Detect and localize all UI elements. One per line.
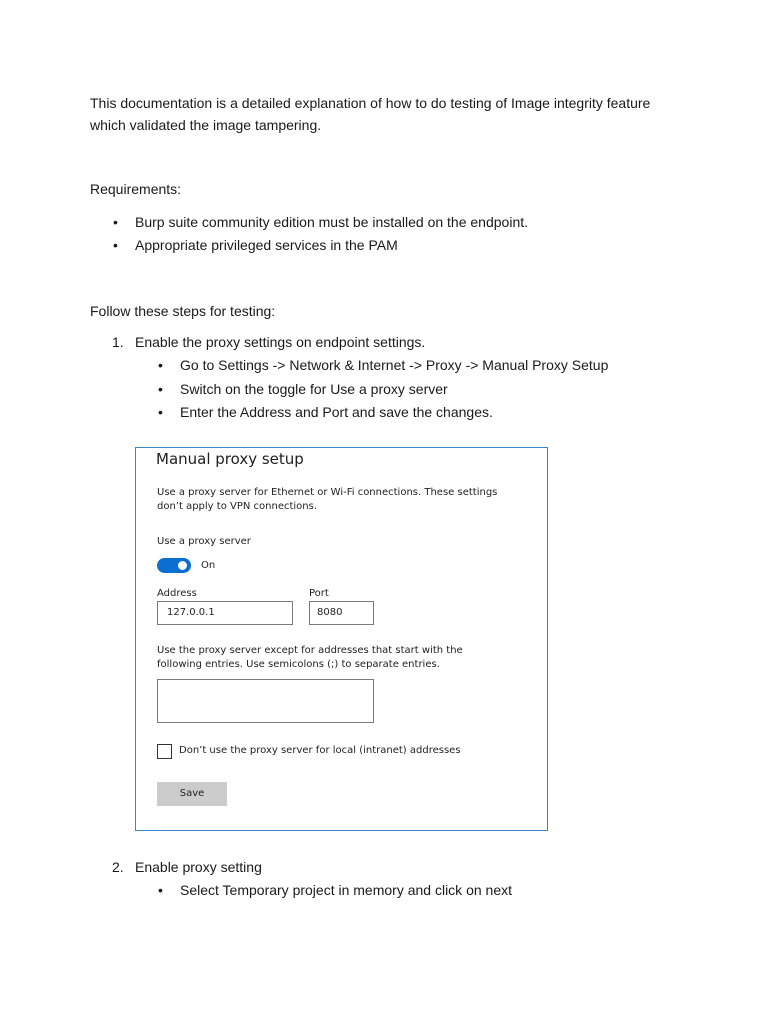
step-1: [112, 331, 426, 353]
local-addresses-checkbox[interactable]: [157, 744, 172, 759]
step-text: Enable proxy setting: [135, 859, 262, 875]
address-label: Address: [157, 588, 197, 599]
use-proxy-label: Use a proxy server: [157, 536, 251, 547]
requirement-item: • Appropriate privileged services in the PAM: [135, 234, 398, 256]
step-number: 2.: [112, 859, 124, 875]
address-input[interactable]: 127.0.0.1: [157, 601, 293, 625]
step-bullet: • Go to Settings -> Network & Internet -> Proxy -> Manual Proxy Setup: [180, 354, 608, 376]
step-2: [112, 856, 262, 878]
manual-proxy-setup-screenshot: [135, 447, 548, 831]
step-bullet: • Select Temporary project in memory and click on next: [180, 879, 512, 901]
exceptions-textarea[interactable]: [157, 679, 374, 723]
step-bullet: • Enter the Address and Port and save the changes.: [180, 401, 493, 423]
toggle-knob: [178, 561, 187, 570]
toggle-state-label: On: [201, 560, 216, 571]
port-label: Port: [309, 588, 329, 599]
dialog-description: Use a proxy server for Ethernet or Wi-Fi connections. These settings don’t apply to VPN connections.: [157, 487, 498, 512]
steps-heading: Follow these steps for testing:: [90, 303, 276, 319]
port-input[interactable]: 8080: [309, 601, 374, 625]
step-text: Enable the proxy settings on endpoint settings.: [135, 334, 426, 350]
use-proxy-toggle[interactable]: [157, 558, 191, 573]
save-button[interactable]: Save: [157, 782, 227, 806]
exceptions-description: Use the proxy server except for addresses that start with the following entries. Use semicolons (;) to separate entries.: [157, 645, 463, 670]
step-number: 1.: [112, 334, 124, 350]
intro-paragraph: This documentation is a detailed explanation of how to do testing of Image integrity feature which validated the image tampering.: [90, 95, 651, 133]
step-bullet: • Switch on the toggle for Use a proxy server: [180, 378, 448, 400]
local-addresses-label: Don’t use the proxy server for local (intranet) addresses: [179, 745, 461, 756]
requirement-item: • Burp suite community edition must be installed on the endpoint.: [135, 211, 528, 233]
dialog-title: Manual proxy setup: [156, 450, 304, 468]
requirements-heading: Requirements:: [90, 181, 182, 197]
